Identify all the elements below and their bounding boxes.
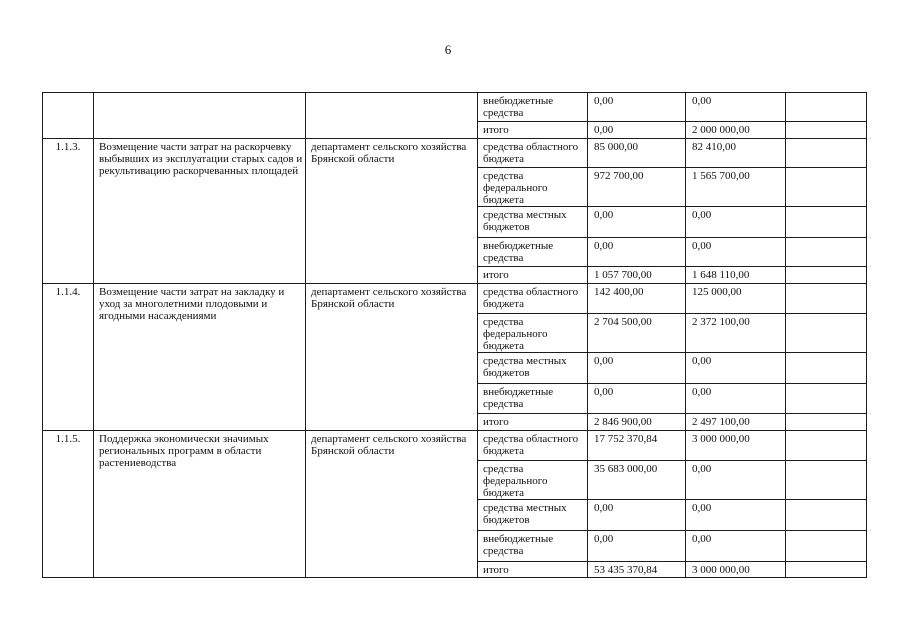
empty-cell: [786, 461, 867, 500]
value-1-cell: 0,00: [588, 384, 686, 414]
value-2-cell: 0,00: [686, 238, 786, 267]
value-1-cell: 0,00: [588, 238, 686, 267]
item-number-cell: 1.1.5.: [43, 431, 94, 578]
value-2-cell: 0,00: [686, 531, 786, 562]
empty-cell: [786, 238, 867, 267]
value-2-cell: 0,00: [686, 384, 786, 414]
value-2-cell: 3 000 000,00: [686, 562, 786, 578]
empty-cell: [786, 122, 867, 139]
empty-cell: [786, 531, 867, 562]
funding-source-cell: итого: [478, 414, 588, 431]
funding-source-cell: средства областного бюджета: [478, 284, 588, 314]
value-2-cell: 125 000,00: [686, 284, 786, 314]
value-2-cell: 0,00: [686, 500, 786, 531]
value-2-cell: 2 372 100,00: [686, 314, 786, 353]
funding-source-cell: средства федерального бюджета: [478, 461, 588, 500]
funding-source-cell: итого: [478, 562, 588, 578]
funding-source-cell: средства местных бюджетов: [478, 353, 588, 384]
value-2-cell: 1 648 110,00: [686, 267, 786, 284]
empty-cell: [786, 284, 867, 314]
value-1-cell: 17 752 370,84: [588, 431, 686, 461]
funding-source-cell: средства федерального бюджета: [478, 168, 588, 207]
empty-cell: [786, 500, 867, 531]
empty-cell: [786, 414, 867, 431]
empty-cell: [786, 267, 867, 284]
empty-cell: [786, 139, 867, 168]
value-2-cell: 0,00: [686, 207, 786, 238]
value-1-cell: 35 683 000,00: [588, 461, 686, 500]
empty-cell: [786, 93, 867, 122]
value-2-cell: 3 000 000,00: [686, 431, 786, 461]
value-1-cell: 53 435 370,84: [588, 562, 686, 578]
department-cell: департамент сельского хозяйства Брянской области: [306, 431, 478, 578]
empty-cell: [786, 353, 867, 384]
funding-source-cell: внебюджетные средства: [478, 531, 588, 562]
value-2-cell: 1 565 700,00: [686, 168, 786, 207]
empty-cell: [786, 431, 867, 461]
value-2-cell: 0,00: [686, 353, 786, 384]
table-row: [43, 431, 867, 461]
empty-cell: [786, 168, 867, 207]
funding-source-cell: средства областного бюджета: [478, 431, 588, 461]
value-2-cell: 2 497 100,00: [686, 414, 786, 431]
value-1-cell: 0,00: [588, 531, 686, 562]
description-cell: Возмещение части затрат на раскорчевку выбывших из эксплуатации старых садов и рекультивацию раскорчеванных площадей: [94, 139, 306, 284]
description-cell: [94, 93, 306, 139]
empty-cell: [786, 207, 867, 238]
budget-table: [42, 92, 867, 578]
funding-source-cell: внебюджетные средства: [478, 384, 588, 414]
description-cell: Возмещение части затрат на закладку и уход за многолетними плодовыми и ягодными насаждениями: [94, 284, 306, 431]
table-row: [43, 284, 867, 314]
value-2-cell: 0,00: [686, 461, 786, 500]
value-1-cell: 0,00: [588, 93, 686, 122]
value-2-cell: 82 410,00: [686, 139, 786, 168]
item-number-cell: [43, 93, 94, 139]
value-1-cell: 2 704 500,00: [588, 314, 686, 353]
value-1-cell: 0,00: [588, 353, 686, 384]
department-cell: департамент сельского хозяйства Брянской области: [306, 139, 478, 284]
item-number-cell: 1.1.4.: [43, 284, 94, 431]
description-cell: Поддержка экономически значимых региональных программ в области растениеводства: [94, 431, 306, 578]
item-number-cell: 1.1.3.: [43, 139, 94, 284]
value-1-cell: 0,00: [588, 207, 686, 238]
value-1-cell: 142 400,00: [588, 284, 686, 314]
value-1-cell: 972 700,00: [588, 168, 686, 207]
value-1-cell: 0,00: [588, 122, 686, 139]
funding-source-cell: внебюджетные средства: [478, 93, 588, 122]
empty-cell: [786, 314, 867, 353]
funding-source-cell: средства местных бюджетов: [478, 500, 588, 531]
empty-cell: [786, 384, 867, 414]
funding-source-cell: внебюджетные средства: [478, 238, 588, 267]
value-1-cell: 85 000,00: [588, 139, 686, 168]
funding-source-cell: средства местных бюджетов: [478, 207, 588, 238]
funding-source-cell: итого: [478, 122, 588, 139]
funding-source-cell: итого: [478, 267, 588, 284]
empty-cell: [786, 562, 867, 578]
value-1-cell: 0,00: [588, 500, 686, 531]
department-cell: департамент сельского хозяйства Брянской области: [306, 284, 478, 431]
table-row: [43, 139, 867, 168]
funding-source-cell: средства областного бюджета: [478, 139, 588, 168]
value-2-cell: 0,00: [686, 93, 786, 122]
table-row: [43, 93, 867, 122]
value-2-cell: 2 000 000,00: [686, 122, 786, 139]
value-1-cell: 2 846 900,00: [588, 414, 686, 431]
department-cell: [306, 93, 478, 139]
funding-source-cell: средства федерального бюджета: [478, 314, 588, 353]
page-number: 6: [444, 42, 452, 57]
value-1-cell: 1 057 700,00: [588, 267, 686, 284]
